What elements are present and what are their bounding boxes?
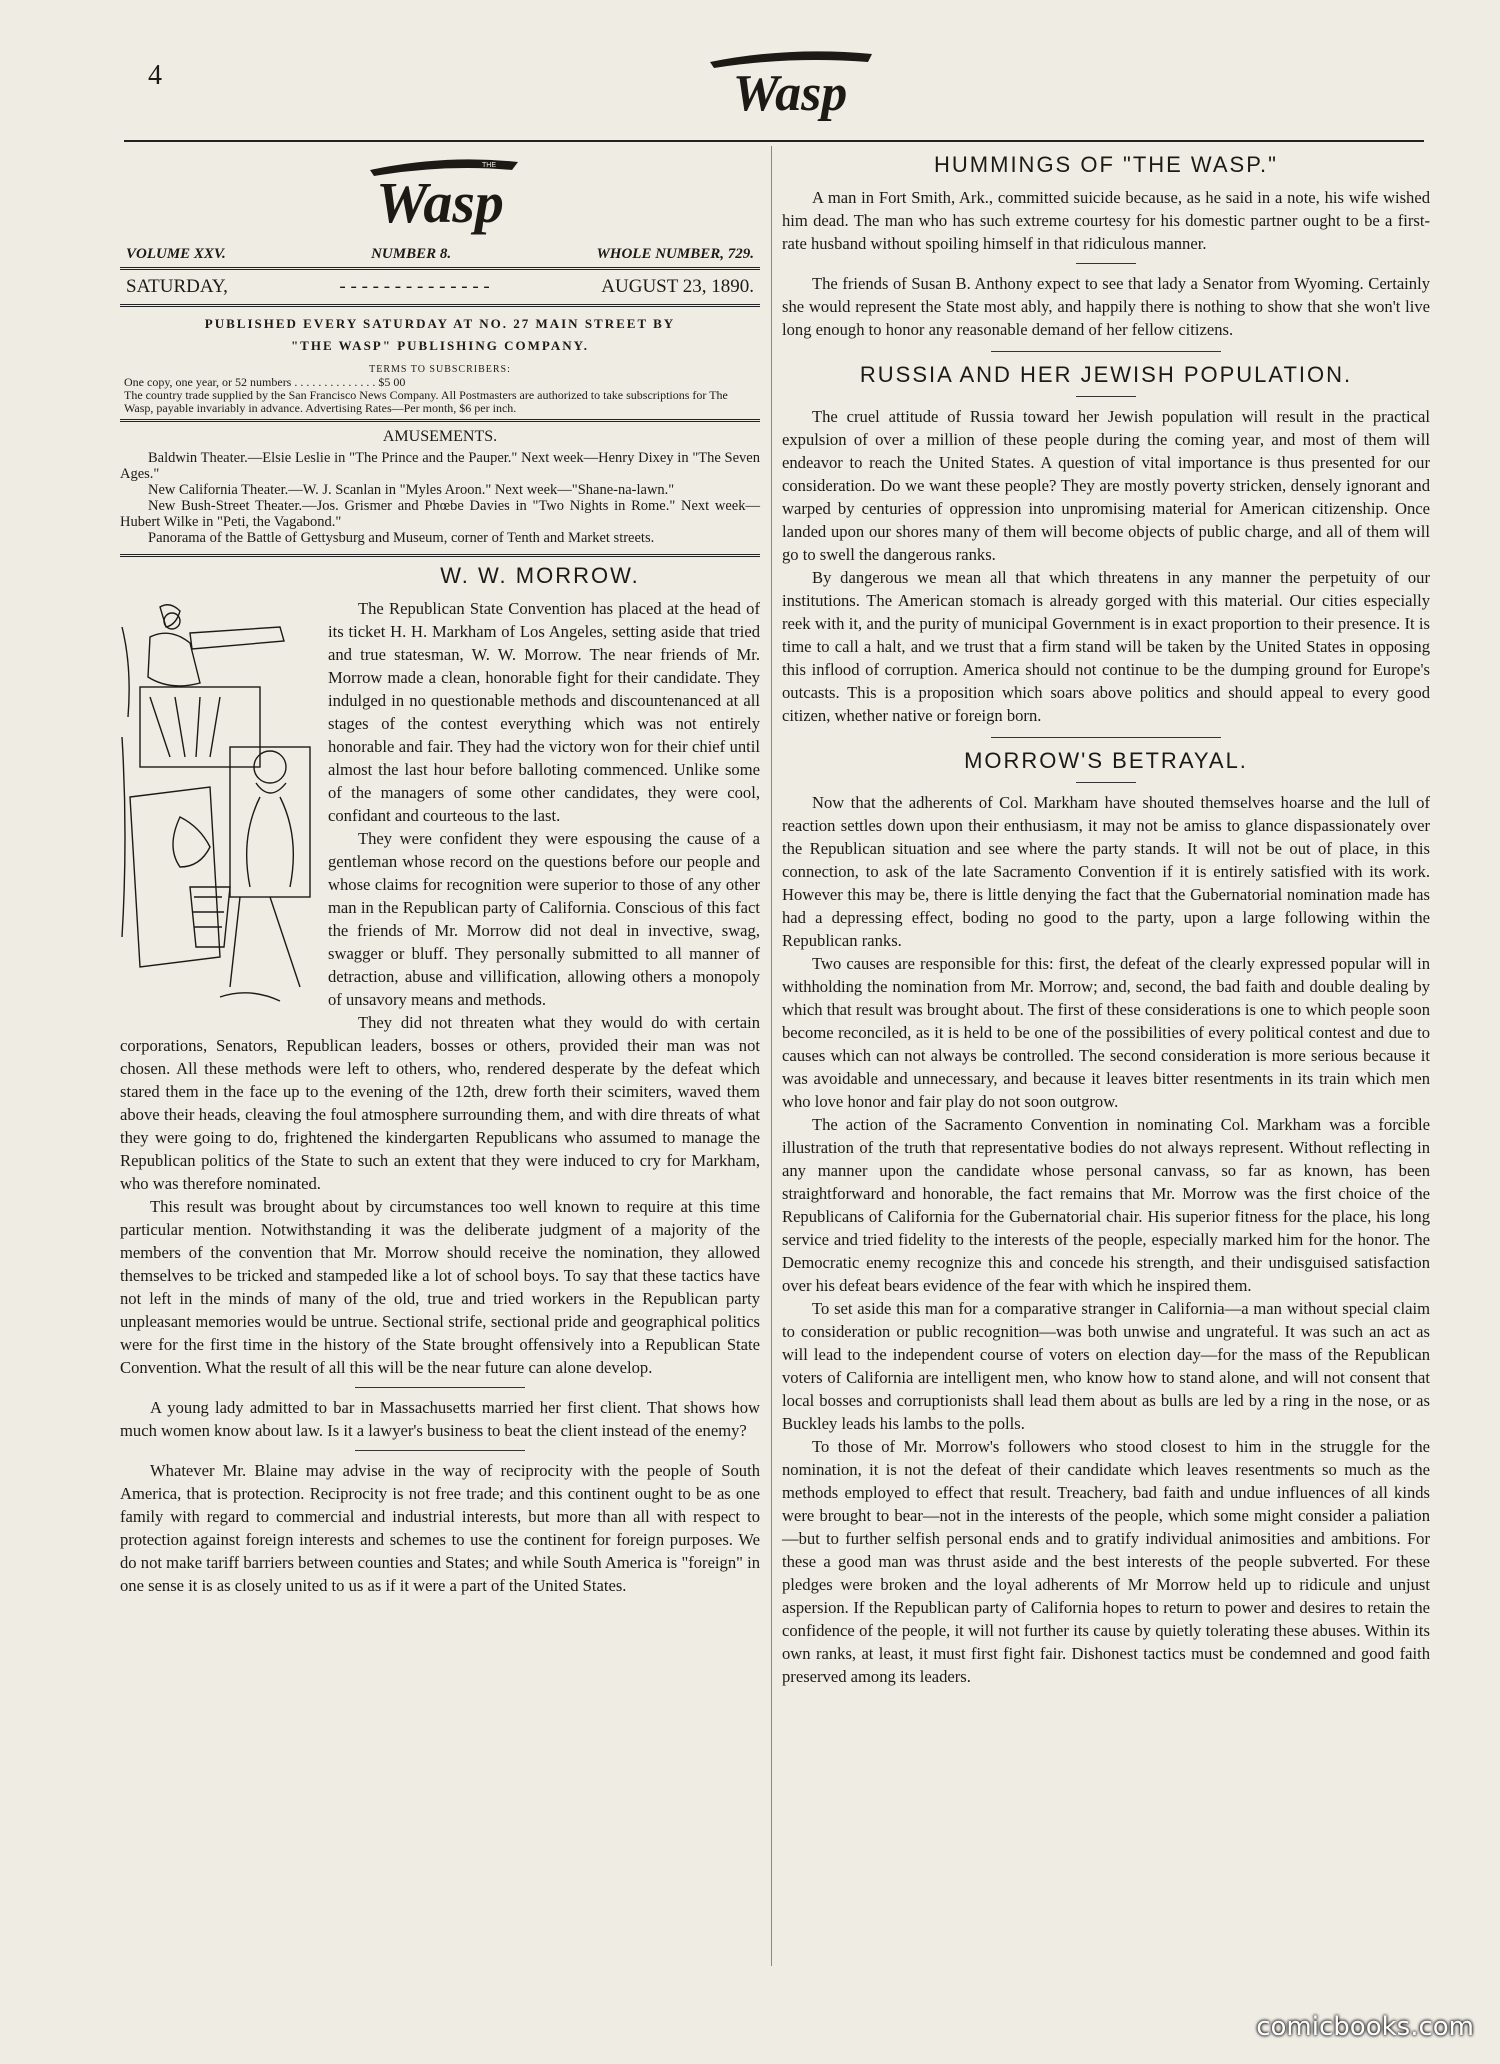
amusements-heading: AMUSEMENTS.: [382, 428, 498, 445]
amusement-item: New California Theater.—W. J. Scanlan in "Myles Aroon." Next week—"Shane-na-lawn.": [148, 482, 675, 498]
wasp-logo: [700, 44, 880, 124]
svg-text:Wasp: Wasp: [732, 65, 848, 122]
betrayal-paragraph: To those of Mr. Morrow's followers who stood closest to him in the struggle for the nomination, it is not the defeat of their candidate which leaves resentments so much as the methods employed to effect that result. Treachery, bad faith and undue influences of all kinds were brought to bear—not in the interests of the people, which some might consider a paliation—but to further selfish personal ends and to gratify individual animosities and ambitions. For these a good man was thrust aside and the best interests of the people subverted. For these pledges were broken and the loyal adherents of Mr Morrow held up to ridicule and unjust aspersion. If the Republican party of California hopes to return to power and desires to retain the confidence of the people, it will not further its cause by quietly tolerating these abuses. Within its own ranks, at least, it must first fight fair. Dishonest tactics must be condemned and good faith preserved among its leaders.: [782, 1437, 1430, 1686]
double-rule: [120, 304, 760, 307]
date-row: [126, 276, 754, 298]
page-number: 4: [148, 60, 162, 91]
column-divider: [771, 146, 772, 1966]
morrow-paragraph: The Republican State Convention has placed at the head of its ticket H. H. Markham of Los Angeles, setting aside that tried and true statesman, W. W. Morrow. The near friends of Mr. Morrow made a clean, honorable fight for their candidate. They indulged in no questionable methods and discountenanced at all stages of the contest everything which was not entirely honorable and fair. They had the victory won for their chief until almost the last hour before balloting commenced. Unlike some of the managers of some other candidates, they were cool, confidant and courteous to the last.: [328, 599, 760, 825]
amusement-item: Panorama of the Battle of Gettysburg and Museum, corner of Tenth and Market streets.: [148, 530, 655, 546]
blaine-item: Whatever Mr. Blaine may advise in the way of reciprocity with the people of South America, that is protection. Reciprocity is not free trade; and this continent ought to be as one family with regard to commercial and industrial interests, but more than all with respect to protection against foreign interests and schemes to use the continent for foreign purposes. We do not make tariff barriers between counties and States; and while South America is "foreign" in one sense it is as closely united to us as if it were a part of the United States.: [120, 1461, 760, 1595]
section-rule: [355, 1387, 525, 1388]
young-lady-item: A young lady admitted to bar in Massachusetts married her first client. That shows how much women know about law. Is it a lawyer's business to beat the client instead of the enemy?: [120, 1398, 760, 1440]
whole-number: WHOLE NUMBER, 729.: [596, 246, 754, 262]
betrayal-paragraph: To set aside this man for a comparative stranger in California—a man without special claim to consideration or public recognition—was both unwise and ungrateful. It was such an act as will lead to the independent course of voters on election day—for the mass of the Republican voters of California are intelligent men, who know how to stand alone, and will not consent that local bosses and corruptionists shall lead them about as bulls are led by a ring in the nose, or as Buckley leads his lambs to the polls.: [782, 1299, 1430, 1433]
section-rule: [1076, 782, 1136, 783]
top-rule: [124, 140, 1424, 142]
watermark: comicbooks.com: [1256, 2012, 1474, 2042]
section-rule: [991, 737, 1221, 738]
section-rule: [355, 1450, 525, 1451]
issue-date: AUGUST 23, 1890.: [601, 276, 754, 297]
right-column: [782, 146, 1430, 1688]
double-rule: [120, 554, 760, 557]
morrow-headline: W. W. MORROW.: [440, 563, 640, 588]
russia-paragraph: By dangerous we mean all that which threatens in any manner the perpetuity of our institutions. The American stomach is already gorged with this material. Our cities especially reek with it, and the purity of municipal Government is in exact proportion to their presence. It is time to call a halt, and we trust that a firm stand will be taken by the United States in opposing this inflood of corruption. America should not continue to be the dumping ground for Europe's outcasts. This is a proposition which soars above politics and should appeal to every good citizen, whether native or foreign born.: [782, 568, 1430, 725]
publisher-info: PUBLISHED EVERY SATURDAY AT NO. 27 MAIN STREET BY "THE WASP" PUBLISHING COMPANY.: [204, 316, 676, 353]
betrayal-headline: MORROW'S BETRAYAL.: [964, 748, 1248, 773]
russia-headline: RUSSIA AND HER JEWISH POPULATION.: [859, 362, 1353, 387]
volume: VOLUME XXV.: [126, 246, 226, 262]
masthead-wasp-logo: [350, 150, 530, 240]
humming-item: A man in Fort Smith, Ark., committed suicide because, as he said in a note, his wife wished him dead. The man who has such extreme courtesy for his domestic partner ought to be a first-rate husband without spoiling himself in that ridiculous manner.: [782, 188, 1430, 253]
amusements-list: [120, 450, 760, 546]
issue-day: SATURDAY,: [126, 276, 228, 297]
morrow-paragraph: They were confident they were espousing the cause of a gentleman whose record on the questions before our people and whose claims for recognition were superior to those of any other man in the Republican party of California. Conscious of this fact the friends of Mr. Morrow did not deal in invective, swag, swagger or bluff. They personally submitted to all manner of detraction, abuse and villification, allowing others a monopoly of unsavory means and methods.: [328, 829, 760, 1009]
section-rule: [1076, 263, 1136, 264]
issue-number: NUMBER 8.: [371, 246, 452, 262]
hummings-headline: HUMMINGS OF "THE WASP.": [934, 152, 1278, 177]
svg-text:THE: THE: [482, 162, 496, 169]
double-rule: [120, 419, 760, 422]
morrow-cartoon-illustration: [120, 597, 320, 1015]
left-column: [120, 146, 760, 1597]
morrow-paragraph: They did not threaten what they would do with certain corporations, Senators, Republican leaders, bosses or others, provided their man was not chosen. All these methods were left to others, who, rendered desperate by the defeat which stared them in the face up to the evening of the 12th, drew forth their scimiters, waved them above their heads, cleaving the foul atmosphere surrounding them, and with dire threats of what they were going to do, frightened the kindergarten Republicans who assumed to manage the Republican politics of the State to such an extent that they were induced to cry for Markham, who was therefore nominated.: [120, 1013, 760, 1193]
amusement-item: New Bush-Street Theater.—Jos. Grismer and Phœbe Davies in "Two Nights in Rome." Next week—Hubert Wilke in "Peti, the Vagabond.": [120, 498, 760, 530]
amusement-item: Baldwin Theater.—Elsie Leslie in "The Prince and the Pauper." Next week—Henry Dixey in "The Seven Ages.": [120, 450, 760, 482]
volume-row: [126, 246, 754, 263]
russia-paragraph: The cruel attitude of Russia toward her Jewish population will result in the practical expulsion of over a million of these people during the coming year, and most of them will endeavor to reach the United States. A question of vital importance is thus presented for our consideration. Do we want these people? They are mostly poverty stricken, densely ignorant and warped by centuries of oppression into unpromising material for American citizenship. Once landed upon our shores many of them will become objects of public charge, and all of them will go to swell the dangerous ranks.: [782, 407, 1430, 564]
double-rule: [120, 267, 760, 270]
section-rule: [991, 351, 1221, 352]
svg-text:Wasp: Wasp: [376, 170, 504, 235]
morrow-paragraph: This result was brought about by circumstances too well known to require at this time particular mention. Notwithstanding it was the deliberate judgment of a majority of the members of the convention that Mr. Morrow should receive the nomination, they allowed themselves to be tricked and stampeded like a lot of school boys. To say that these tactics have not left in the minds of many of the old, true and tried workers in the Republican party unpleasant memories would be untrue. Sectional strife, sectional pride and geographical politics were for the first time in the history of the State brought offensively into a Republican State Convention. What the result of all this will be the near future can alone develop.: [120, 1197, 760, 1377]
date-dashes: - - - - - - - - - - - - - -: [339, 276, 490, 297]
subscription-terms: TERMS TO SUBSCRIBERS: One copy, one year, or 52 numbers . . . . . . . . . . . . . . $5 00 The country trade supplied by the San Francisco News Company. All Postmasters are authorized to take subscriptions for The Wasp, payable invariably in advance. Advertising Rates—Per month, $6 per inch.: [124, 364, 728, 415]
betrayal-paragraph: Two causes are responsible for this: first, the defeat of the clearly expressed popular will in withholding the nomination from Mr. Morrow; and, second, the bad faith and double dealing by which that result was brought about. The first of these considerations is one to which people soon become reconciled, as it is held to be one of the possibilities of every political contest and due to causes which can not always be controlled. The second consideration is more serious because it was avoidable and unnecessary, and because it leaves bitter resentments in its train which men who love honor and fair play do not soon outgrow.: [782, 954, 1430, 1111]
betrayal-paragraph: The action of the Sacramento Convention in nominating Col. Markham was a forcible illustration of the truth that representative bodies do not always represent. Without reflecting in any manner upon the candidate whose personal canvass, so far as known, has been straightforward and honorable, the fact remains that Mr. Morrow was the first choice of the Republicans of California for the Gubernatorial chair. His superior fitness for the place, his long service and tried fidelity to the interests of the people, especially marked him for the honor. The Democratic enemy recognize this and concede his strength, and their undisguised satisfaction over his defeat bears evidence of the fear with which he inspired them.: [782, 1115, 1430, 1295]
humming-item: The friends of Susan B. Anthony expect to see that lady a Senator from Wyoming. Certainly she would represent the State most ably, and happily there is nothing to show that she won't live long enough to honor any reasonable demand of her fellow citizens.: [782, 274, 1430, 339]
section-rule: [1076, 396, 1136, 397]
betrayal-paragraph: Now that the adherents of Col. Markham have shouted themselves hoarse and the lull of reaction settles down upon their enthusiasm, it may not be amiss to glance dispassionately over the Republican situation and see where the party stands. It will not be out of place, in this connection, to ask of the late Sacramento Convention if it is entirely satisfied with its work. However this may be, there is little denying the fact that the Gubernatorial nomination made has had a depressing effect, boding no good to the party, upon a large following within the Republican ranks.: [782, 793, 1430, 950]
